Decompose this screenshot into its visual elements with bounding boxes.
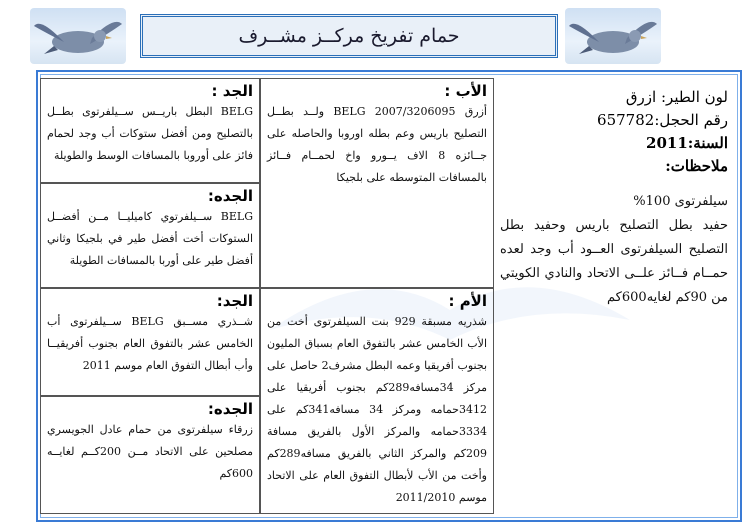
paternal-grandmother-cell [40,183,260,288]
maternal-grandfather-heading: الجد: [216,292,253,310]
maternal-grandfather-text: شــذري مســبق BELG ســيلفرتوى أب الخامس عشر بالتفوق العام بجنوب أفريقيــا وأب أبطال التفوق العام موسم 2011 [47,315,254,372]
pigeon-icon [30,8,126,64]
father-text: أزرق BELG 2007/3206095 ولــد بطــل التصليح باريس وعم بطله اوروبا والحاصله على جــائزه 8 الاف يــورو واخ لحمــام فــائز بالمسافات المتوسطه على بلجيكا [267,105,487,184]
paternal-grandmother-text: BELG ســيلفرتوي كاميليــا مــن أفضــل الستوكات أخت أفضل طير في بلجيكا وثاني أفضل طير على أوربا بالمسافات الطويلة [47,210,253,267]
bird-color: لون الطير: ازرق [625,88,728,106]
mother-text: شذريه مسبقة 929 بنت السيلفرتوى أخت من الأب الخامس عشر بالتفوق العام بسباق المليون بجنوب أفريقيا وعمه البطل مشرف2 حاصل على مركز 34مسافه289كم بجنوب أفريقيا على 3412حمامه ومركز 34 مسافه341كم على 3334حمامه والمركز الأول بالفريق مسافة 209كم والمركز الثاني بالفريق مسافه289كم وأخت من الأب لأبطال التفوق العام على الاتحاد موسم 2011/2010 [267,315,488,504]
maternal-grandmother-text: زرقاء سيلفرتوى من حمام عادل الجويسري مصلحين على الاتحاد مــن 200كــم لغايــه 600كم [47,423,253,480]
pigeon-icon [565,8,661,64]
bird-breed: سيلفرتوى 100% [633,194,728,209]
notes-label: ملاحظات: [665,157,728,175]
maternal-grandmother-heading: الجده: [207,400,253,418]
bird-year: السنة:2011 [646,134,728,152]
father-cell [260,78,494,288]
pigeon-image-right [565,8,661,64]
paternal-grandfather-text: BELG البطل باريــس ســيلفرتوى بطــل بالتصليح ومن أفضل ستوكات أب وجد لحمام فائز على أوروبا بالمسافات الوسط والطويلة [47,105,253,162]
mother-heading: الأم : [448,292,487,310]
maternal-grandfather-cell [40,288,260,396]
ring-number: رقم الحجل:657782 [597,111,728,129]
maternal-grandmother-cell [40,396,260,514]
mother-cell [260,288,494,514]
paternal-grandfather-cell [40,78,260,183]
paternal-grandfather-heading: الجد : [211,82,253,100]
pigeon-image-left [30,8,126,64]
father-heading: الأب : [444,82,487,100]
bird-description: حفيد بطل التصليح باريس وحفيد بطل التصليح السيلفرتوى العــود أب وجد لعده حمــام فــائز علــى الاتحاد والنادي الكويتي من 90كم لغايه600كم [500,218,728,305]
bird-info-panel [494,78,734,514]
page-title: حمام تفريخ مركــز مشــرف [140,14,558,58]
paternal-grandmother-heading: الجده: [207,187,253,205]
